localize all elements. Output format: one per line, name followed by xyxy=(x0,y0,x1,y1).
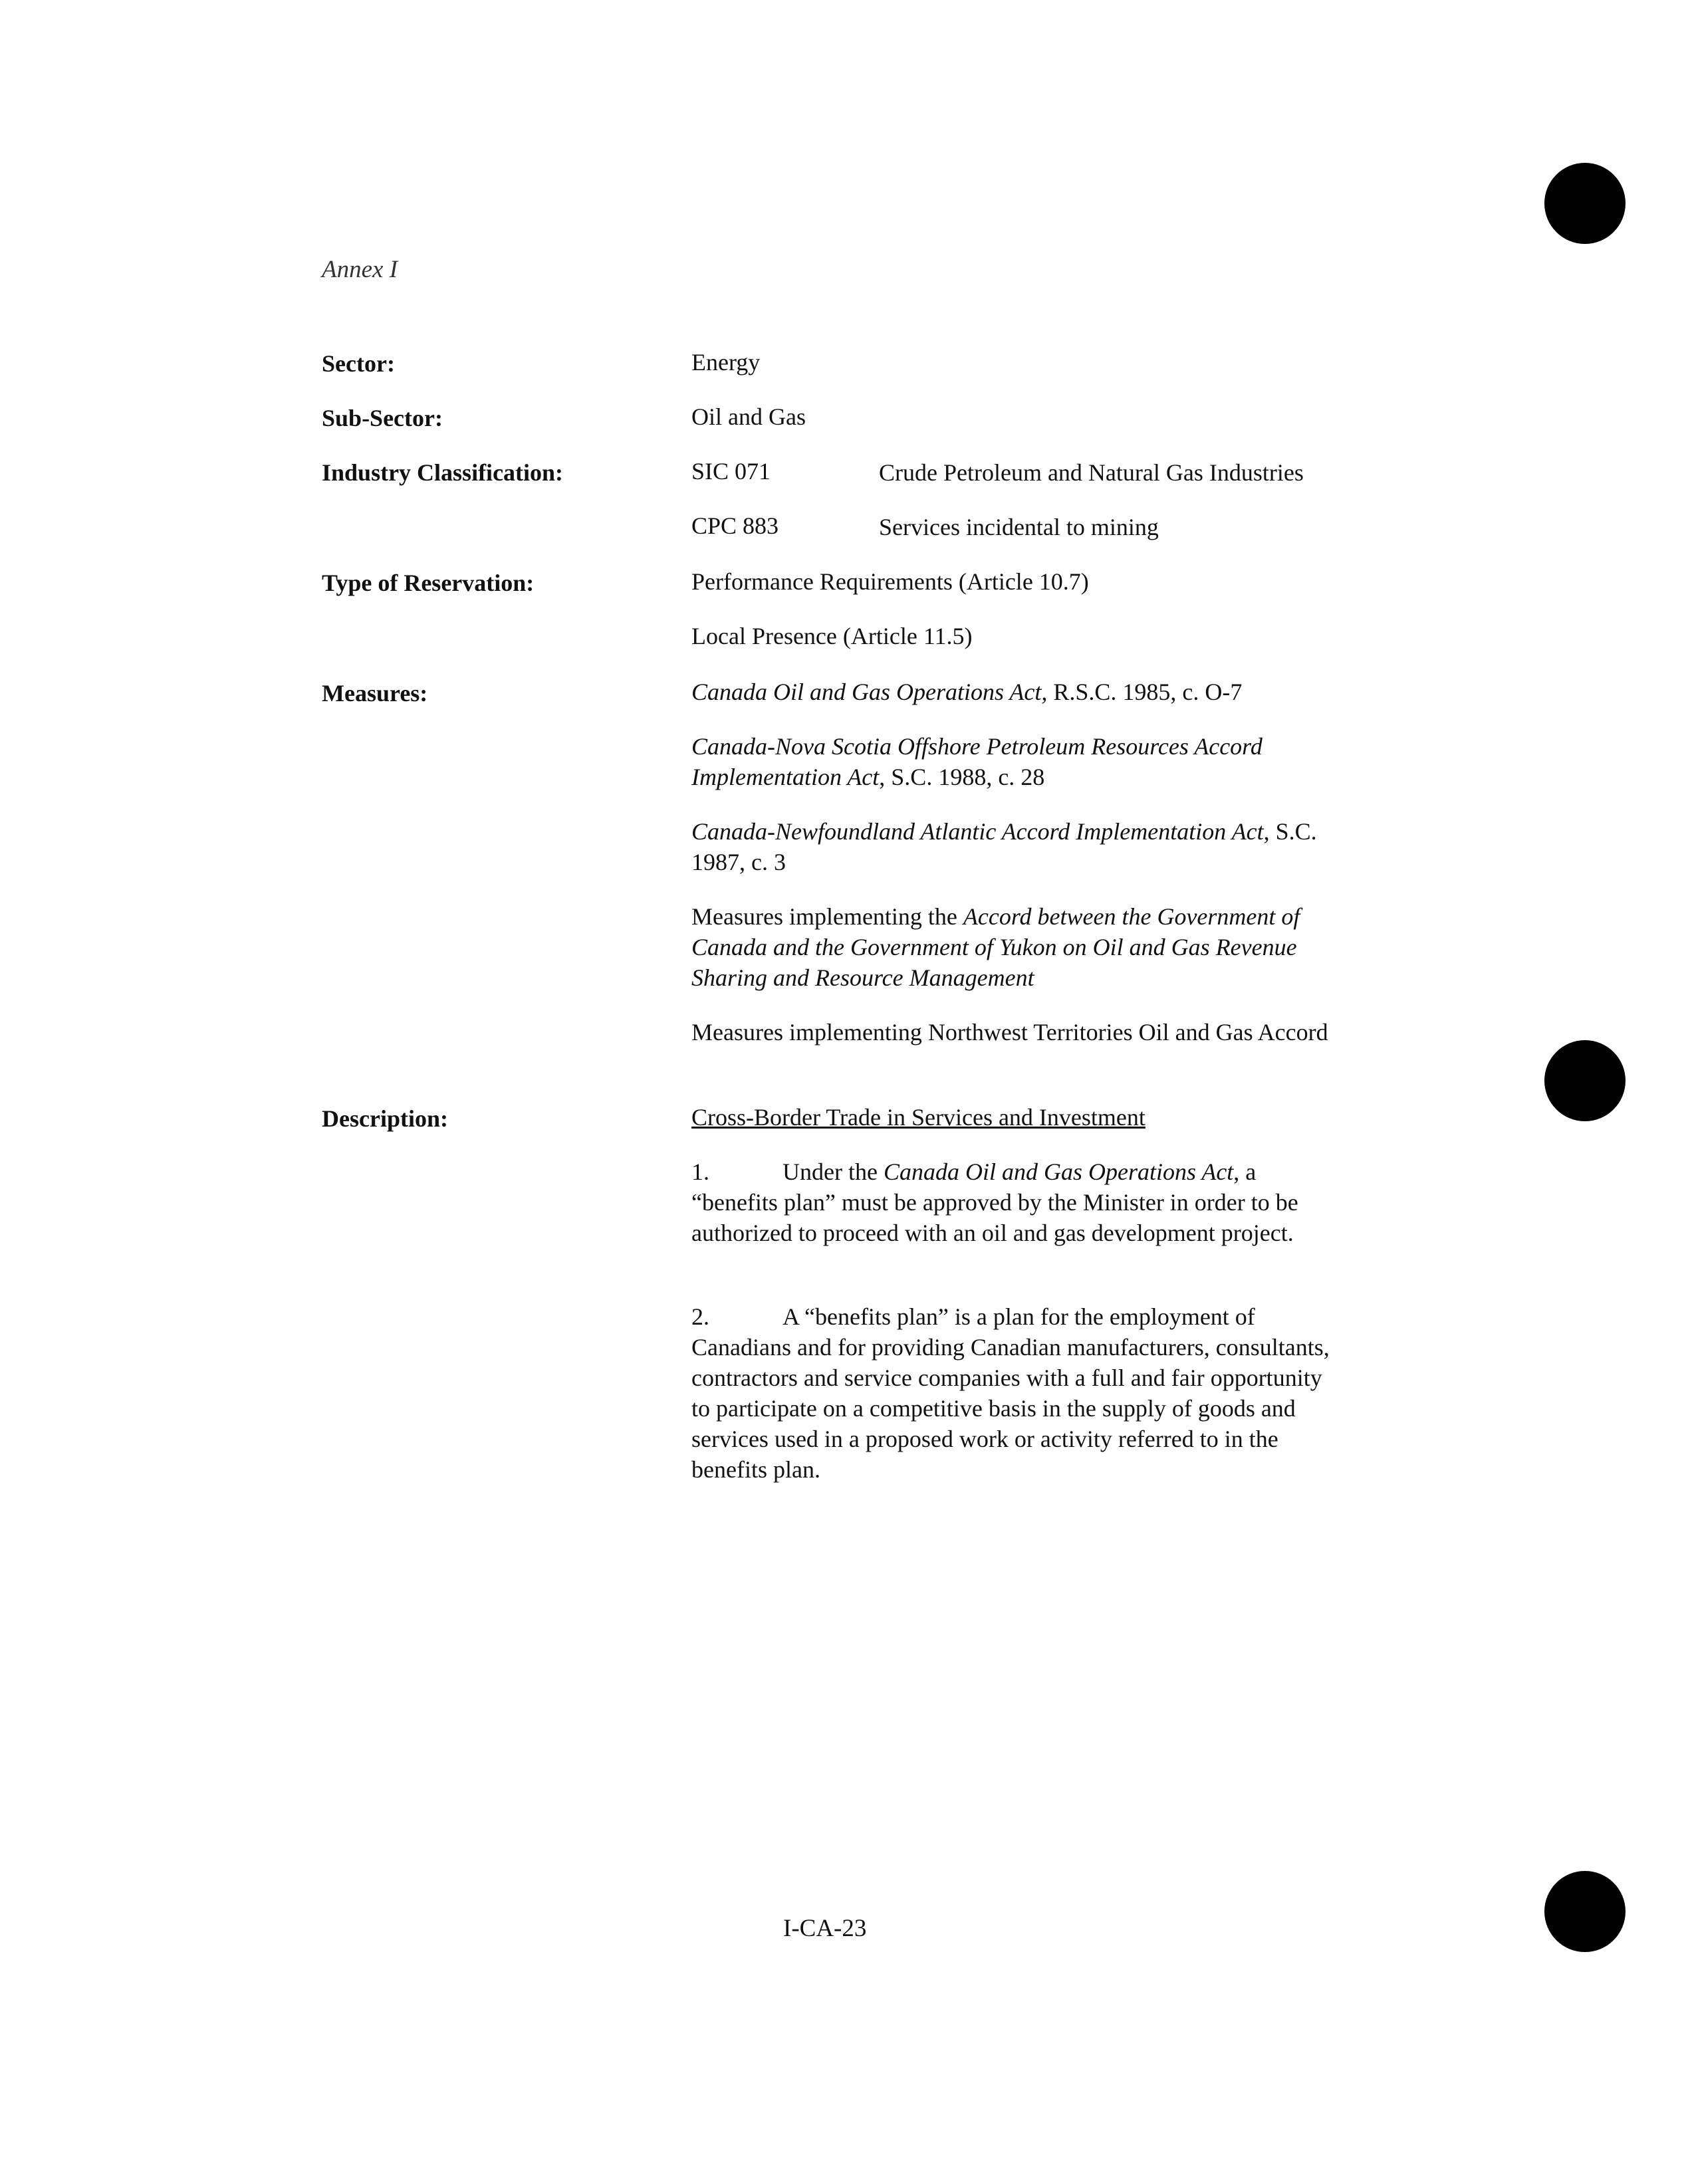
page-number: I-CA-23 xyxy=(783,1915,867,1942)
accord-title: Accord between the Government of Canada and the Government of Yukon on Oil and Gas Revenue Sharing and Resource Management xyxy=(691,903,1300,991)
industry-classification-label: Industry Classification: xyxy=(322,459,564,486)
annex-header: Annex I xyxy=(322,256,398,283)
act-title: Canada-Newfoundland Atlantic Accord Implementation Act xyxy=(691,818,1264,845)
act-citation: R.S.C. 1985, c. O-7 xyxy=(1047,679,1243,705)
description-paragraph xyxy=(691,1156,1340,1248)
measure-item xyxy=(691,677,1340,707)
act-citation: , S.C. 1988, c. 28 xyxy=(879,764,1045,790)
classification-code: CPC 883 xyxy=(691,512,779,539)
reservation-item: Performance Requirements (Article 10.7) xyxy=(691,568,1089,595)
measure-item xyxy=(691,816,1340,877)
measures-label: Measures: xyxy=(322,680,428,707)
act-title: Canada Oil and Gas Operations Act, xyxy=(691,679,1048,705)
sub-sector-label: Sub-Sector: xyxy=(322,405,443,431)
act-title: Canada Oil and Gas Operations Act xyxy=(883,1158,1234,1185)
measure-prefix: Measures implementing the xyxy=(691,903,963,930)
description-heading-text: Cross-Border Trade in Services and Investment xyxy=(691,1104,1145,1131)
sector-value: Energy xyxy=(691,349,761,376)
paragraph-prefix: Under the xyxy=(783,1158,884,1185)
punch-hole xyxy=(1544,1871,1626,1952)
type-of-reservation-label: Type of Reservation: xyxy=(322,570,535,596)
sub-sector-value: Oil and Gas xyxy=(691,403,806,430)
paragraph-number: 1. xyxy=(691,1158,709,1185)
paragraph-number: 2. xyxy=(691,1303,709,1330)
description-label: Description: xyxy=(322,1105,448,1132)
punch-hole xyxy=(1544,1040,1626,1121)
description-heading xyxy=(691,1102,1145,1133)
paragraph-text: A “benefits plan” is a plan for the employment of Canadians and for providing Canadian manufacturers, consultants, contractors and service companies with a full and fair opportunity to participate on a competitive basis in the supply of goods and services used in a proposed work or activity referred to in the benefits plan. xyxy=(691,1303,1330,1483)
reservation-item: Local Presence (Article 11.5) xyxy=(691,623,973,649)
classification-code: SIC 071 xyxy=(691,458,771,485)
classification-description: Services incidental to mining xyxy=(879,514,1159,540)
description-paragraph xyxy=(691,1301,1340,1485)
measure-item xyxy=(691,901,1340,993)
punch-hole xyxy=(1544,163,1626,244)
measure-item: Measures implementing Northwest Territories Oil and Gas Accord xyxy=(691,1019,1328,1045)
measure-item xyxy=(691,731,1340,792)
act-title: Canada-Nova Scotia Offshore Petroleum Resources Accord Implementation Act xyxy=(691,733,1263,790)
classification-description: Crude Petroleum and Natural Gas Industries xyxy=(879,459,1304,486)
act-citation: , S.C. 1987, c. 3 xyxy=(691,818,1317,875)
paragraph-text: , a “benefits plan” must be approved by the Minister in order to be authorized to proceed with an oil and gas development project. xyxy=(691,1158,1298,1246)
sector-label: Sector: xyxy=(322,350,395,377)
